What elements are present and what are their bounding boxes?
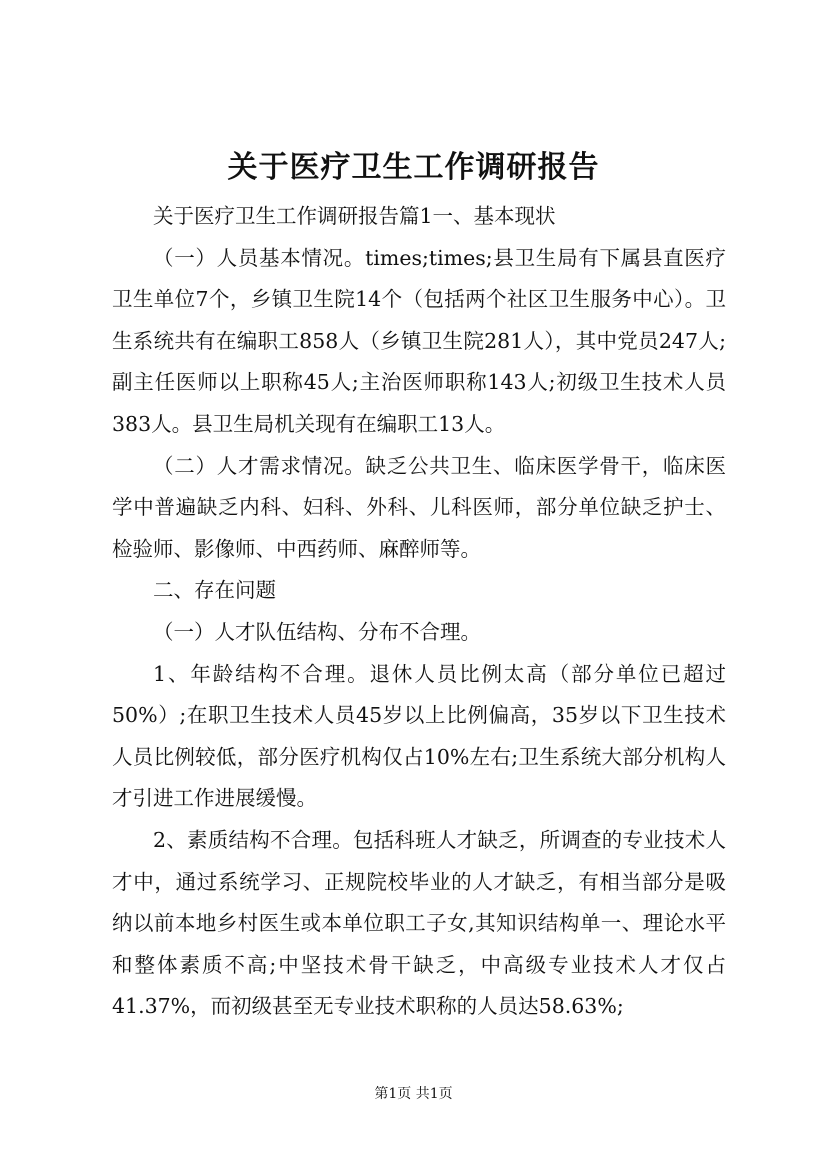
paragraph-quality-structure: 2、素质结构不合理。包括科班人才缺乏，所调查的专业技术人才中，通过系统学习、正规院校毕业的人才缺乏，有相当部分是吸纳以前本地乡村医生或本单位职工子女,其知识结构单一、理论水平和整体素质不高;中坚技术骨干缺乏，中高级专业技术人才仅占41.37%，而初级甚至无专业技术职称的人员达58.63%; (112, 827, 726, 1019)
paragraph-talent-needs: （二）人才需求情况。缺乏公共卫生、临床医学骨干，临床医学中普遍缺乏内科、妇科、外科、儿科医师，部分单位缺乏护士、检验师、影像师、中西药师、麻醉师等。 (112, 453, 726, 561)
subheading-structure: （一）人才队伍结构、分布不合理。 (153, 619, 481, 644)
paragraph-personnel: （一）人员基本情况。times;times;县卫生局有下属县直医疗卫生单位7个，乡镇卫生院14个（包括两个社区卫生服务中心）。卫生系统共有在编职工858人（乡镇卫生院281人），其中党员247人;副主任医师以上职称45人;主治医师职称143人;初级卫生技术人员383人。县卫生局机关现有在编职工13人。 (112, 245, 726, 436)
section-heading-problems: 二、存在问题 (153, 578, 276, 603)
document-title: 关于医疗卫生工作调研报告 (227, 150, 600, 185)
page-number: 第1页 共1页 (374, 1086, 453, 1102)
document-body (112, 196, 726, 1028)
paragraph-age-structure: 1、年龄结构不合理。退休人员比例太高（部分单位已超过50%）;在职卫生技术人员45岁以上比例偏高，35岁以下卫生技术人员比例较低，部分医疗机构仅占10%左右;卫生系统大部分机构人才引进工作进展缓慢。 (112, 661, 726, 811)
paragraph-intro: 关于医疗卫生工作调研报告篇1一、基本现状 (153, 204, 556, 228)
